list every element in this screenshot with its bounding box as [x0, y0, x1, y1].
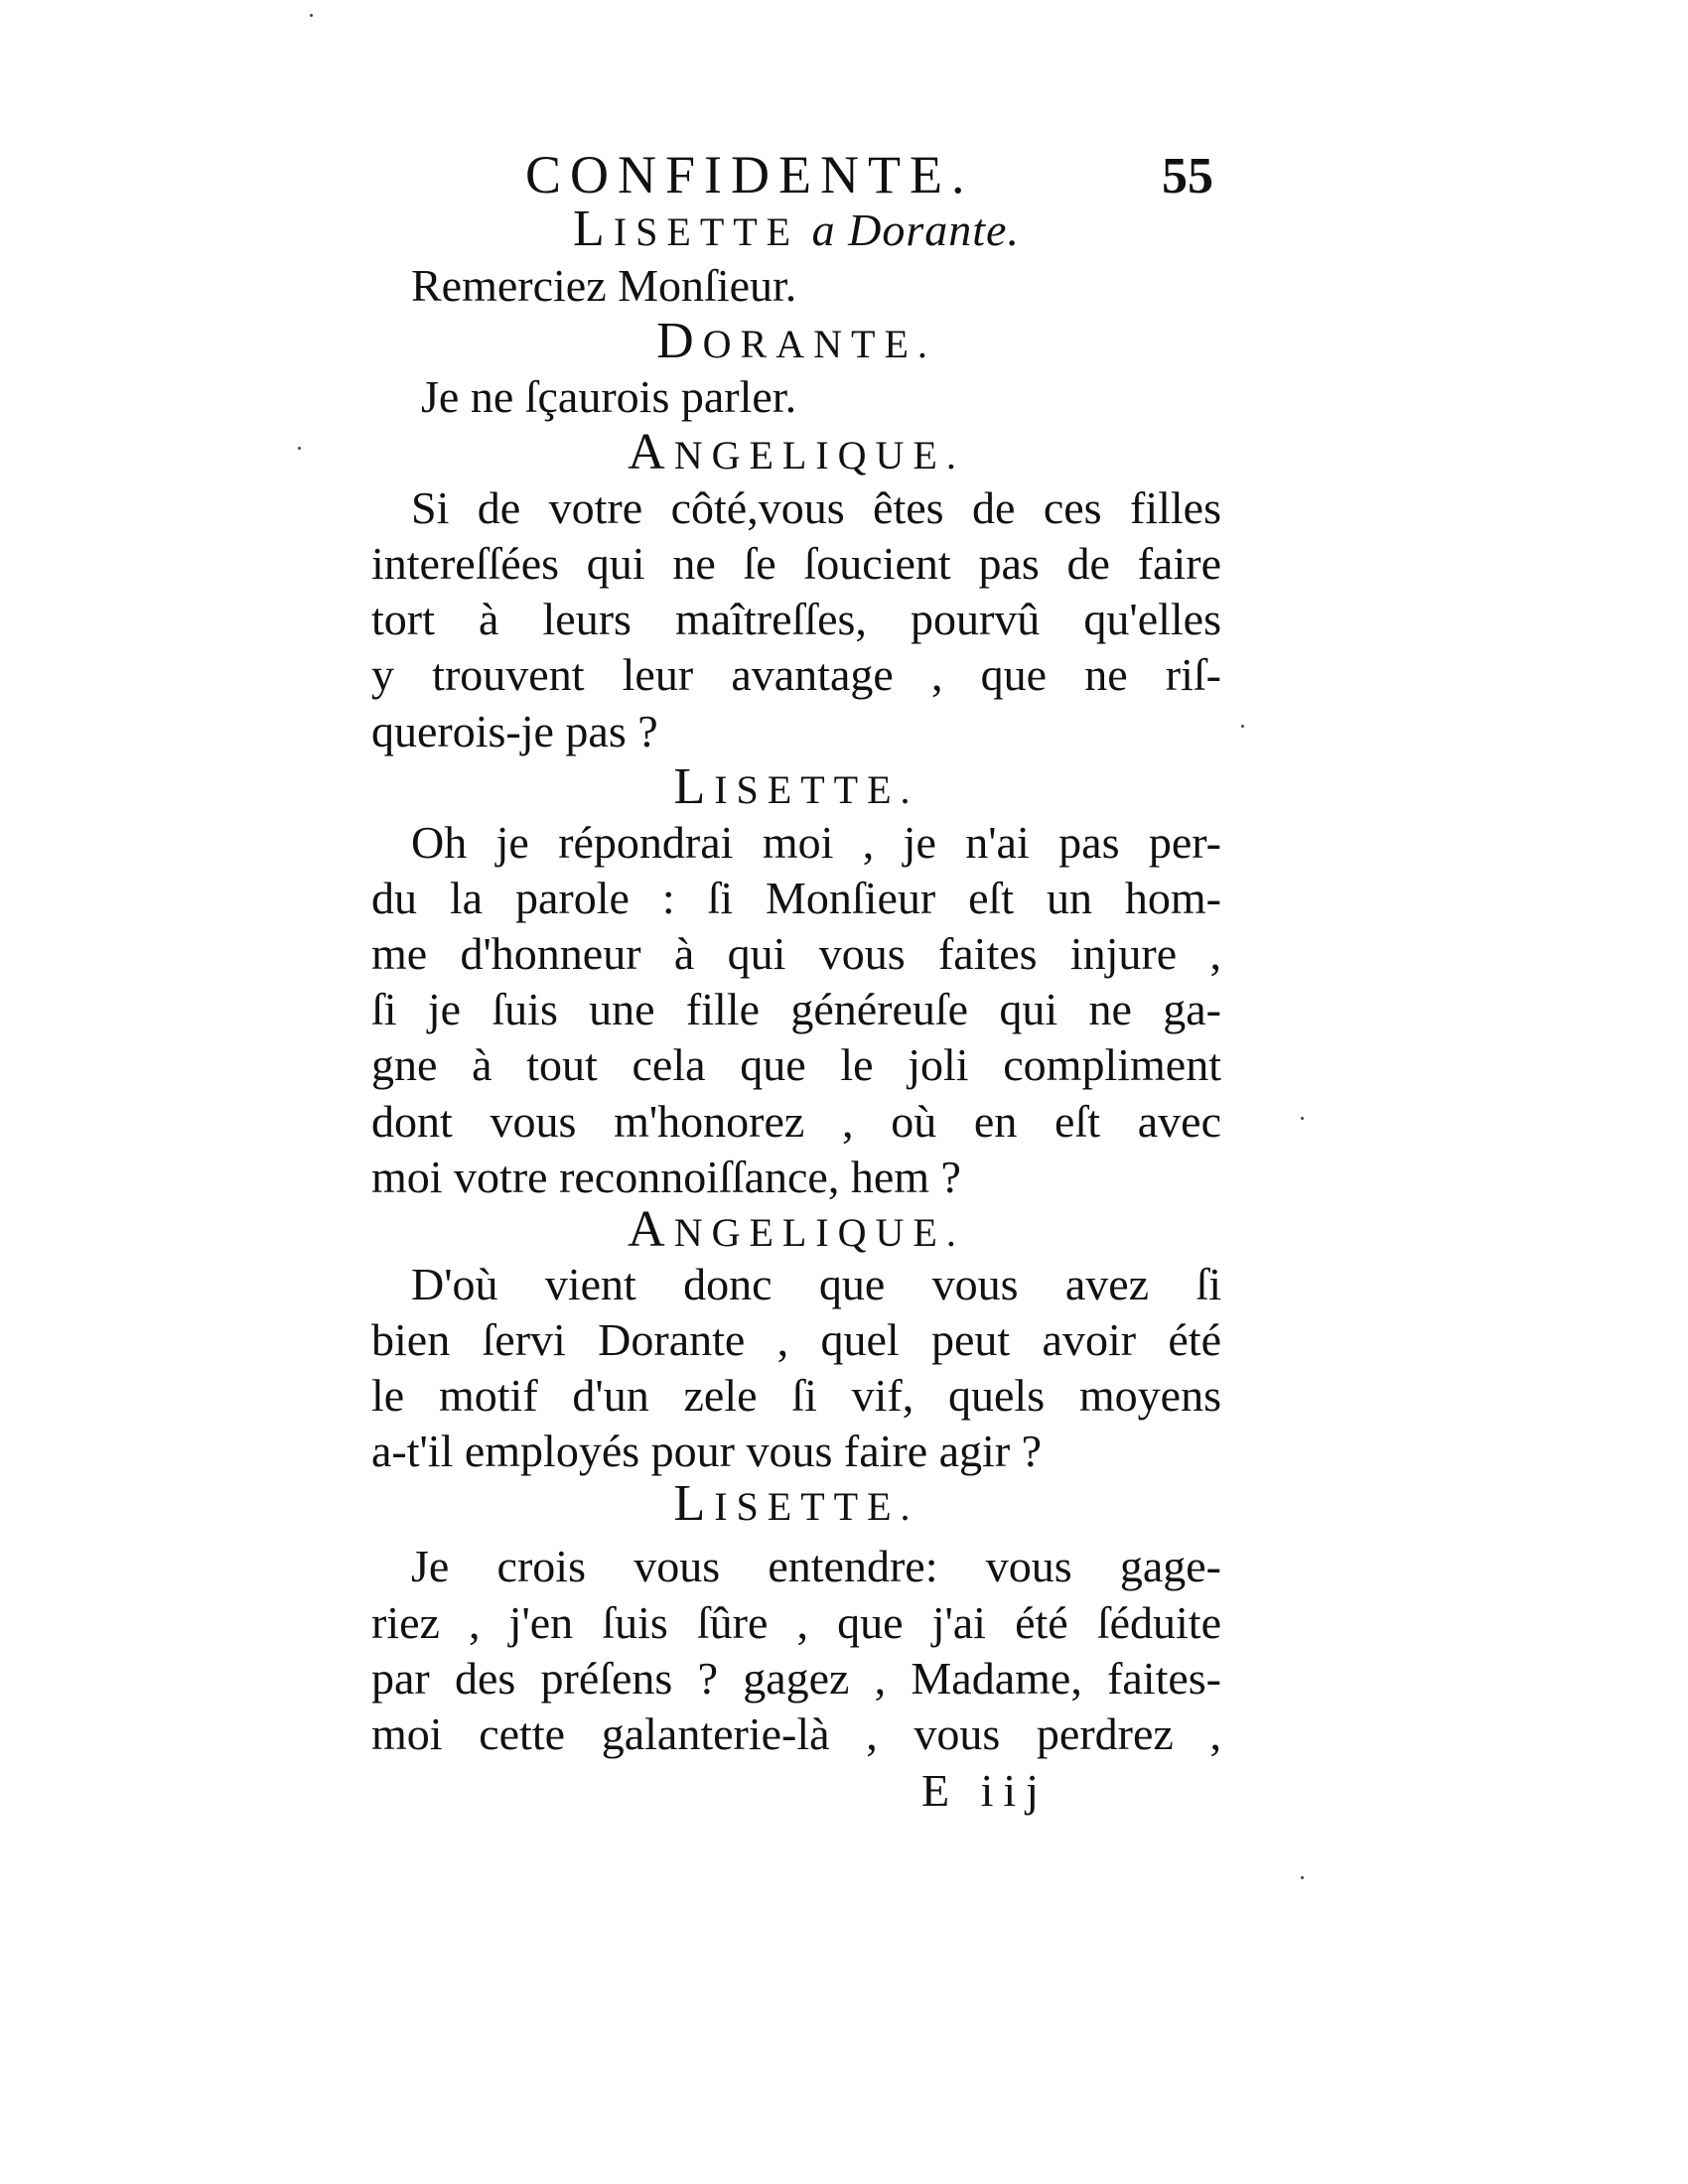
stage-direction: a Dorante. [799, 205, 1020, 255]
scan-speck [1241, 725, 1244, 728]
scan-speck [298, 447, 301, 450]
text-line: dont vous m'honorez , où en eſt avec [371, 1096, 1221, 1147]
speaker-name: NGELIQUE. [673, 1210, 965, 1255]
text-line: moi cette galanterie-là , vous perdrez , [371, 1708, 1221, 1759]
speaker-heading [371, 425, 1221, 480]
text-line: D'où vient donc que vous avez ſi [411, 1259, 1221, 1309]
text-line: me d'honneur à qui vous faites injure , [371, 928, 1221, 979]
text-line: Si de votre côté,vous êtes de ces filles [411, 482, 1221, 533]
speaker-heading [371, 759, 1221, 815]
text-line: par des préſens ? gagez , Madame, faites- [371, 1653, 1221, 1704]
text-line: Remerciez Monſieur. [411, 260, 797, 311]
speaker-name: ISETTE. [714, 1484, 919, 1529]
scan-speck [1301, 1876, 1304, 1879]
text-line: gne à tout cela que le joli compliment [371, 1039, 1221, 1090]
speaker-initial: A [628, 424, 674, 480]
text-line: Oh je répondrai moi , je n'ai pas per- [411, 817, 1221, 868]
speaker-initial: L [673, 758, 715, 815]
running-head: CONFIDENTE. [525, 145, 974, 205]
text-line: du la parole : ſi Monſieur eſt un hom- [371, 873, 1221, 923]
speaker-name: ORANTE. [702, 322, 936, 366]
speaker-initial: D [656, 313, 703, 369]
text-line: intereſſées qui ne ſe ſoucient pas de faire [371, 538, 1221, 589]
signature-mark: E iij [921, 1765, 1049, 1816]
text-line: moi votre reconnoiſſance, hem ? [371, 1152, 961, 1202]
speaker-initial: L [673, 1475, 715, 1532]
text-line: riez , j'en ſuis ſûre , que j'ai été ſéduite [371, 1597, 1221, 1648]
text-line: ſi je ſuis une fille généreuſe qui ne ga- [371, 984, 1221, 1034]
text-line: Je ne ſçaurois parler. [421, 371, 797, 422]
speaker-heading [371, 314, 1221, 369]
text-line: y trouvent leur avantage , que ne riſ- [371, 649, 1221, 700]
text-line: le motif d'un zele ſi vif, quels moyens [371, 1370, 1221, 1421]
speaker-name: ISETTE [613, 209, 800, 254]
scan-speck [310, 14, 313, 17]
speaker-name: ISETTE. [714, 767, 919, 812]
speaker-heading [371, 1476, 1221, 1532]
speaker-heading [371, 1202, 1221, 1258]
page-number: 55 [1162, 148, 1213, 205]
scan-speck [1301, 1117, 1304, 1120]
text-line: querois-je pas ? [371, 706, 658, 756]
speaker-heading [371, 202, 1221, 257]
text-line: tort à leurs maîtreſſes, pourvû qu'elles [371, 594, 1221, 644]
text-line: a-t'il employés pour vous faire agir ? [371, 1426, 1043, 1476]
speaker-name: NGELIQUE. [673, 433, 965, 478]
speaker-initial: L [573, 201, 614, 257]
text-line: Je crois vous entendre: vous gage- [411, 1541, 1221, 1591]
speaker-initial: A [628, 1201, 674, 1258]
text-line: bien ſervi Dorante , quel peut avoir été [371, 1314, 1221, 1365]
